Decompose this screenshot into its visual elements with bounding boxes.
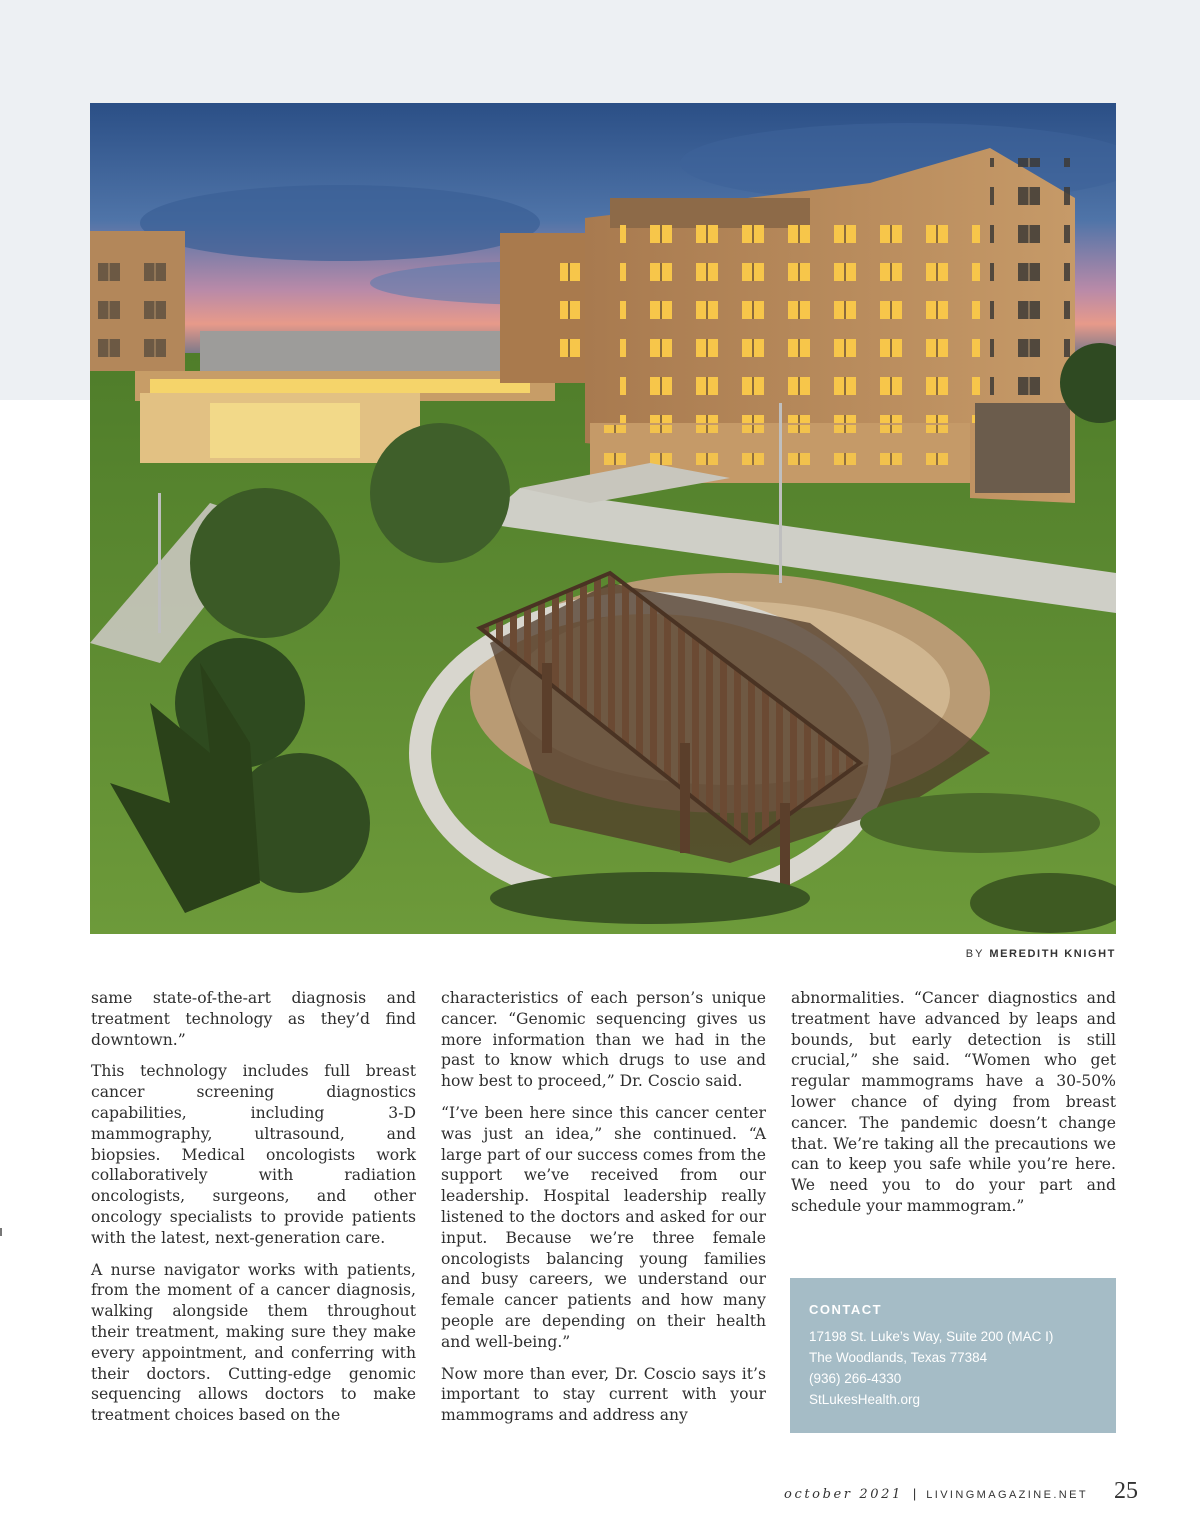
paragraph: characteristics of each person’s unique cancer. “Genomic sequencing gives us more information than we had in the past to know which drugs to use and how best to proceed,” Dr. Coscio said. bbox=[441, 989, 766, 1091]
byline bbox=[966, 948, 1116, 960]
contact-website-link[interactable]: StLukesHealth.org bbox=[809, 1392, 921, 1407]
article-column-1 bbox=[91, 988, 416, 1437]
contact-box bbox=[790, 1278, 1116, 1433]
paragraph: A nurse navigator works with patients, from the moment of a cancer diagnosis, walking alongside them throughout their treatment, making sure they make every appointment, and conferring with their doctors. Cutting-edge genomic sequencing allows doctors to make treatment choices based on the bbox=[91, 1260, 416, 1425]
edge-crop-mark bbox=[0, 1228, 2, 1236]
hospital-campus-photo bbox=[90, 103, 1116, 934]
page-footer bbox=[784, 1478, 1138, 1502]
footer-separator: | bbox=[912, 1486, 917, 1501]
footer-issue-date: october 2021 bbox=[784, 1487, 903, 1502]
paragraph: Now more than ever, Dr. Coscio says it’s important to stay current with your mammograms and address any bbox=[441, 1364, 766, 1425]
photo-illustration bbox=[90, 103, 1116, 934]
contact-city: The Woodlands, Texas 77384 bbox=[809, 1350, 988, 1365]
byline-author: MEREDITH KNIGHT bbox=[989, 948, 1116, 960]
paragraph: abnormalities. “Cancer diagnostics and treatment have advanced by leaps and bounds, but early detection is still crucial,” she said. “Women who get regular mammograms have a 30-50% lower chance of dying from breast cancer. The pandemic doesn’t change that. We’re taking all the precautions we can to keep you safe while you’re here. We need you to do your part and schedule your mammogram.” bbox=[791, 989, 1116, 1215]
paragraph: same state-of-the-art diagnosis and treatment technology as they’d find downtown.” bbox=[91, 989, 416, 1049]
footer-site-link[interactable]: LIVINGMAGAZINE.NET bbox=[926, 1489, 1088, 1501]
page-number: 25 bbox=[1114, 1478, 1138, 1504]
contact-address: 17198 St. Luke’s Way, Suite 200 (MAC I) bbox=[809, 1329, 1054, 1344]
contact-phone[interactable]: (936) 266-4330 bbox=[809, 1371, 902, 1386]
byline-prefix: BY bbox=[965, 948, 985, 960]
article-column-3 bbox=[791, 988, 1116, 1228]
article-column-2 bbox=[441, 988, 766, 1437]
paragraph: “I’ve been here since this cancer center was just an idea,” she continued. “A large part of our success comes from the support we’ve received from our leadership. Hospital leadership really listened to the doctors and asked for our input. Because we’re three female oncologists balancing young families and busy careers, we understand our female cancer patients and how many people are depending on their health and well-being.” bbox=[441, 1103, 766, 1351]
paragraph: This technology includes full breast cancer screening diagnostics capabilities, including 3-D mammography, ultrasound, and biopsies. Medical oncologists work collaboratively with radiation oncologists, surgeons, and other oncology specialists to provide patients with the latest, next-generation care. bbox=[91, 1062, 416, 1247]
contact-heading: CONTACT bbox=[809, 1302, 883, 1317]
